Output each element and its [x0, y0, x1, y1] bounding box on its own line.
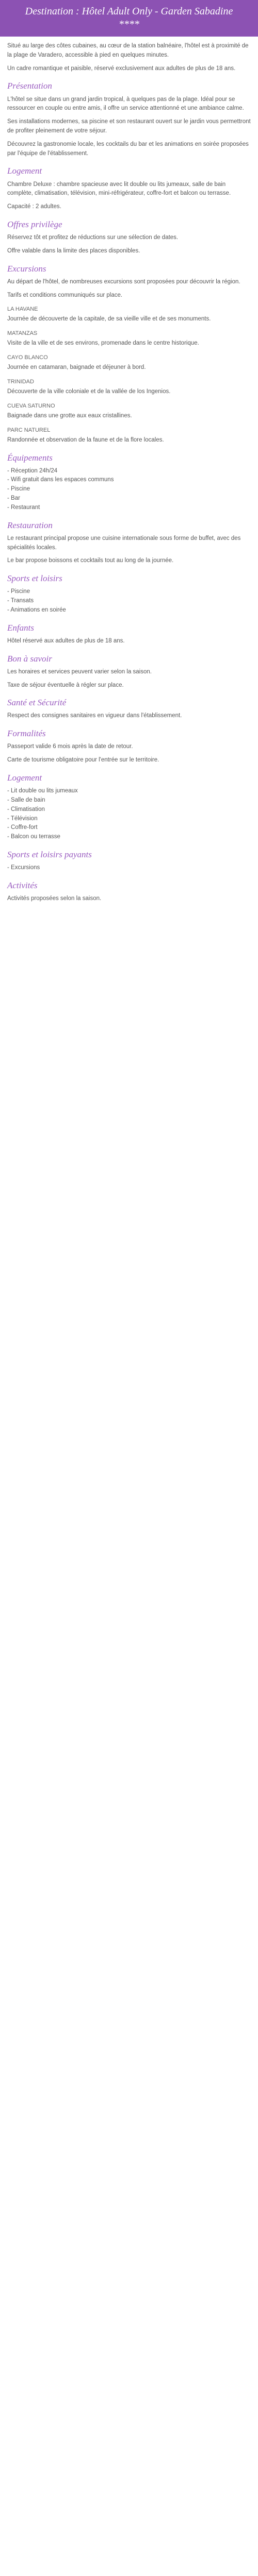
excursion-name: MATANZAS: [7, 330, 38, 337]
offres-text-1: Réservez tôt et profitez de réductions sur une sélection de dates.: [7, 234, 179, 241]
avoir-text-2: Taxe de séjour éventuelle à régler sur place.: [7, 682, 124, 688]
offres-title: Offres privilège: [7, 219, 62, 229]
equipements-title: Équipements: [7, 452, 53, 463]
excursion-text: Baignade dans une grotte aux eaux cristallines.: [7, 412, 132, 419]
excursion-text: Journée en catamaran, baignade et déjeuner à bord.: [7, 364, 146, 371]
list-item: - Animations en soirée: [7, 606, 251, 615]
list-item: - Restaurant: [7, 503, 251, 513]
list-item: - Wifi gratuit dans les espaces communs: [7, 476, 251, 485]
restauration-text-1: Le restaurant principal propose une cuisine internationale sous forme de buffet, avec des spécialités locales.: [7, 535, 241, 551]
excursion-text: Randonnée et observation de la faune et de la flore locales.: [7, 436, 164, 443]
presentation-text-2: Ses installations modernes, sa piscine et son restaurant ouvert sur le jardin vous permettront de profiter pleinement de votre séjour.: [7, 118, 251, 134]
presentation-text-1: L'hôtel se situe dans un grand jardin tropical, à quelques pas de la plage. Idéal pour se ressourcer en couple ou entre amis, il offre un service attentionné et une ambiance calme.: [7, 96, 244, 112]
excursion-name: PARC NATUREL: [7, 427, 51, 433]
excursion-name: CAYO BLANCO: [7, 354, 48, 361]
list-item: - Lit double ou lits jumeaux: [7, 787, 251, 796]
logement-title: Logement: [7, 166, 42, 176]
activites-title: Activités: [7, 880, 38, 890]
excursion-text: Journée de découverte de la capitale, de sa vieille ville et de ses monuments.: [7, 316, 211, 323]
list-item: - Salle de bain: [7, 796, 251, 805]
offres-text-2: Offre valable dans la limite des places disponibles.: [7, 247, 140, 254]
enfants-title: Enfants: [7, 622, 34, 633]
restauration-text-2: Le bar propose boissons et cocktails tout au long de la journée.: [7, 557, 174, 564]
enfants-text: Hôtel réservé aux adultes de plus de 18 ans.: [7, 637, 125, 644]
formalites-title: Formalités: [7, 728, 46, 739]
sports2-title: Sports et loisirs payants: [7, 849, 92, 859]
list-item: - Coffre-fort: [7, 823, 251, 833]
presentation-title: Présentation: [7, 81, 52, 91]
intro-text-1: Situé au large des côtes cubaines, au cœur de la station balnéaire, l'hôtel est à proximité de la plage de Varadero, accessible à pied en quelques minutes.: [7, 43, 249, 58]
list-item: - Bar: [7, 494, 251, 503]
excursion-text: Visite de la ville et de ses environs, promenade dans le centre historique.: [7, 340, 199, 347]
intro-text-2: Un cadre romantique et paisible, réservé exclusivement aux adultes de plus de 18 ans.: [7, 65, 236, 72]
sports-title: Sports et loisirs: [7, 573, 62, 584]
activites-text: Activités proposées selon la saison.: [7, 895, 102, 902]
excursion-name: TRINIDAD: [7, 378, 34, 385]
excursion-name: CUEVA SATURNO: [7, 402, 55, 409]
logement-text-2: Capacité : 2 adultes.: [7, 204, 61, 210]
logement2-list: [7, 787, 251, 842]
formalites-text-1: Passeport valide 6 mois après la date de retour.: [7, 743, 133, 750]
page: [0, 0, 258, 923]
excursions-text-2: Tarifs et conditions communiqués sur place.: [7, 292, 123, 298]
excursion-name: LA HAVANE: [7, 306, 38, 313]
page-banner: [0, 0, 258, 37]
avoir-text-1: Les horaires et services peuvent varier selon la saison.: [7, 668, 152, 675]
list-item: - Piscine: [7, 587, 251, 597]
presentation-text-3: Découvrez la gastronomie locale, les cocktails du bar et les animations en soirée proposées par l'équipe de l'établissement.: [7, 141, 249, 157]
list-item: - Réception 24h/24: [7, 467, 251, 476]
avoir-title: Bon à savoir: [7, 653, 52, 664]
list-item: - Transats: [7, 597, 251, 606]
list-item: - Balcon ou terrasse: [7, 833, 251, 842]
sports2-list: [7, 863, 251, 873]
excursion-text: Découverte de la ville coloniale et de la vallée de los Ingenios.: [7, 388, 171, 395]
sante-title: Santé et Sécurité: [7, 698, 67, 708]
list-item: - Télévision: [7, 815, 251, 824]
excursions-text-1: Au départ de l'hôtel, de nombreuses excursions sont proposées pour découvrir la région.: [7, 278, 240, 285]
banner-title: Destination : Hôtel Adult Only - Garden Sabadine ****: [25, 6, 233, 30]
sante-text: Respect des consignes sanitaires en vigueur dans l'établissement.: [7, 713, 182, 719]
formalites-text-2: Carte de tourisme obligatoire pour l'entrée sur le territoire.: [7, 757, 159, 764]
list-item: - Excursions: [7, 863, 251, 873]
sports-list: [7, 587, 251, 615]
list-item: - Climatisation: [7, 805, 251, 815]
logement-text-1: Chambre Deluxe : chambre spacieuse avec lit double ou lits jumeaux, salle de bain complète, climatisation, télévision, mini-réfrigérateur, coffre-fort et balcon ou terrasse.: [7, 181, 231, 197]
excursions-title: Excursions: [7, 263, 46, 274]
restauration-title: Restauration: [7, 520, 53, 530]
list-item: - Piscine: [7, 485, 251, 494]
logement2-title: Logement: [7, 773, 42, 783]
equipements-list: [7, 467, 251, 513]
